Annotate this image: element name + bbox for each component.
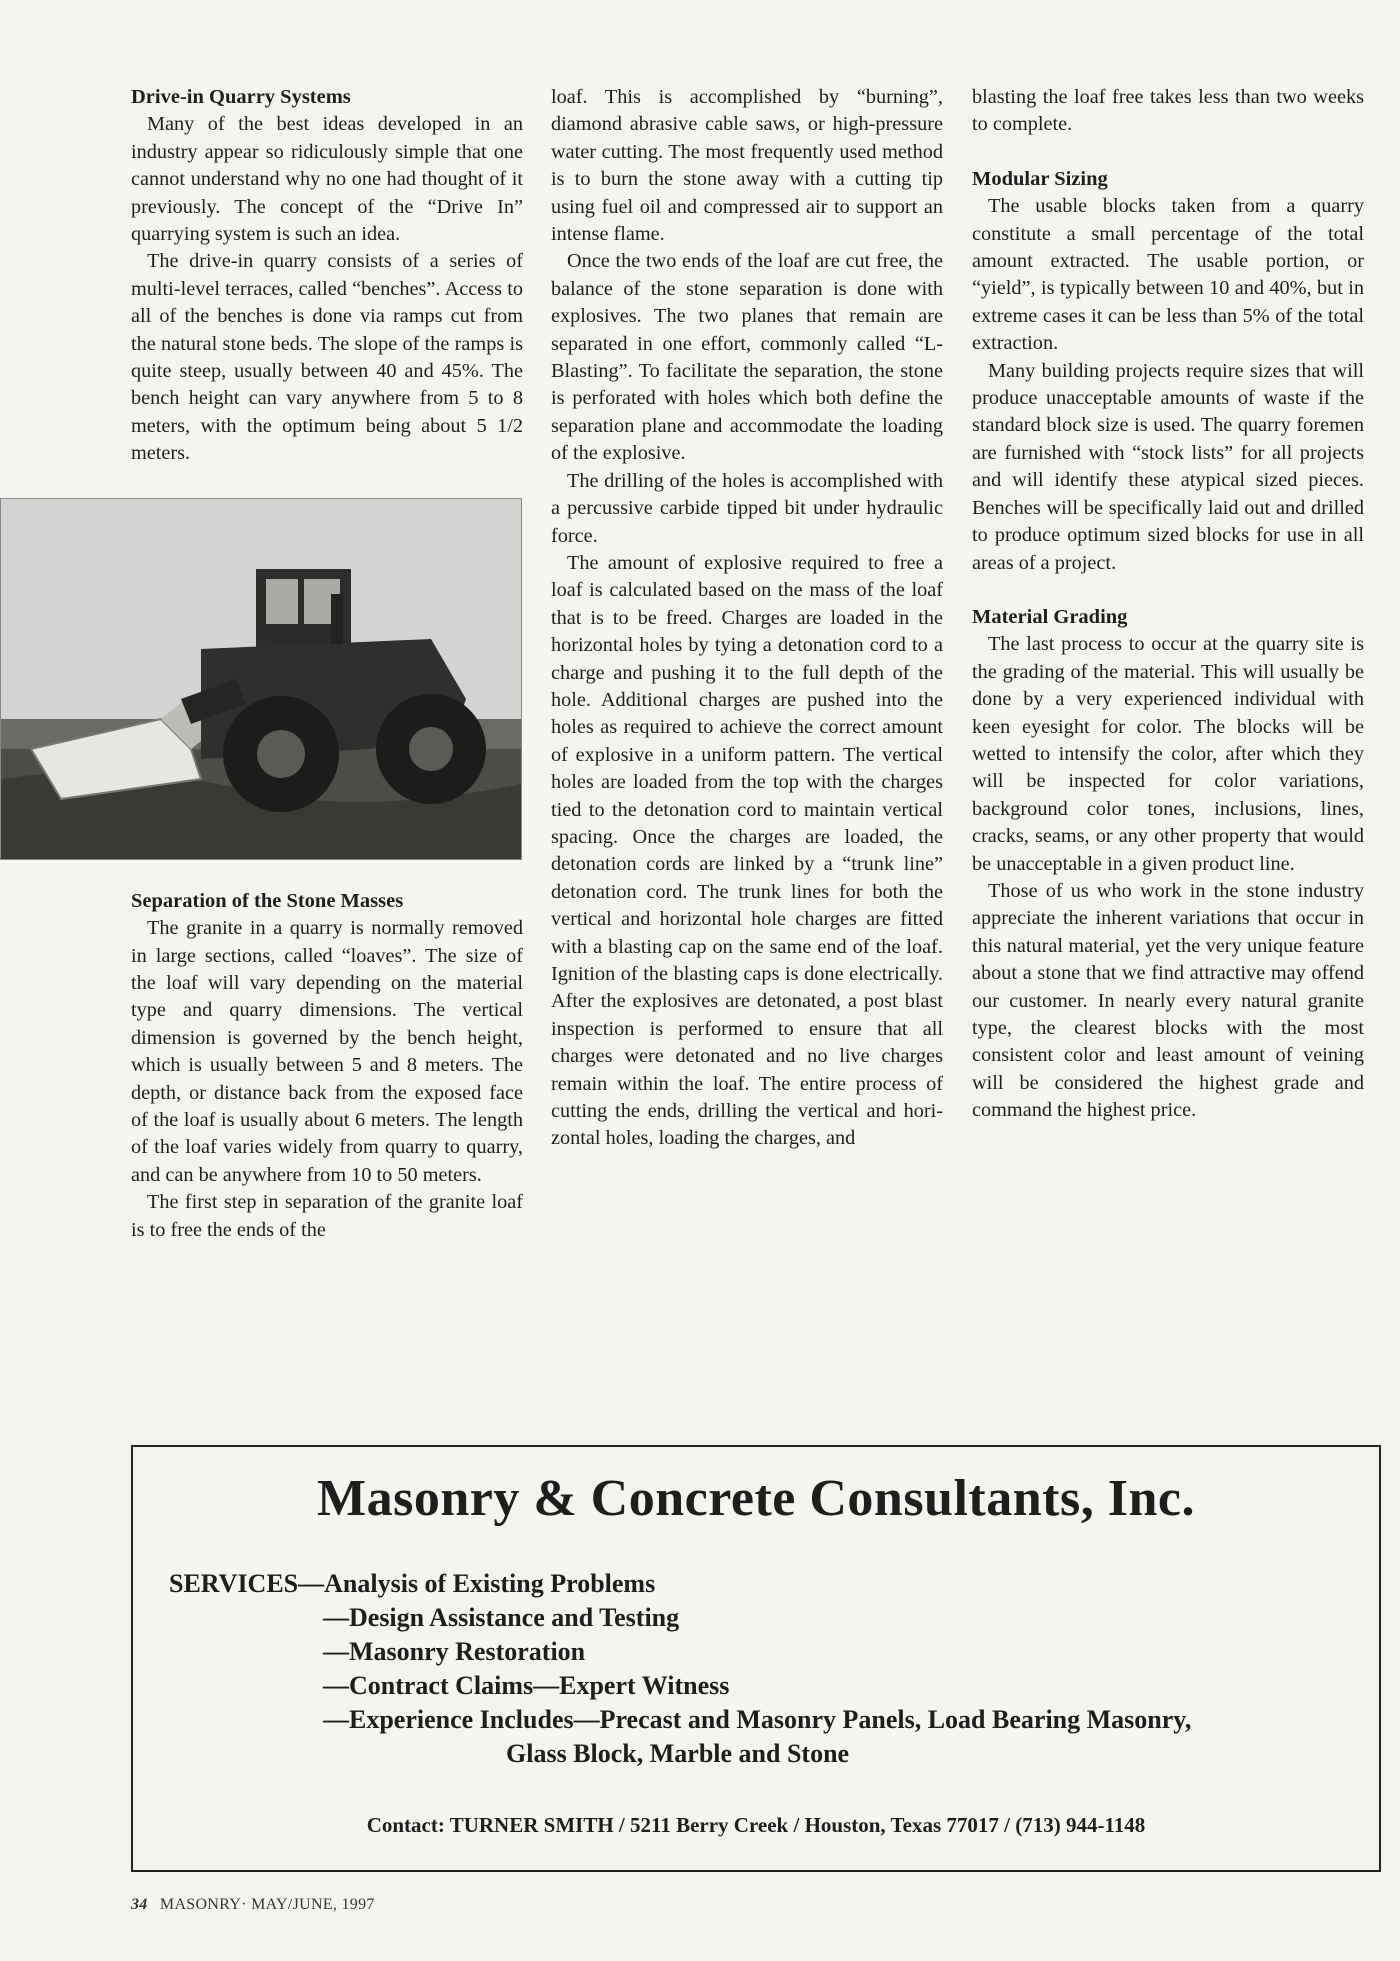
heading-material-grading: Material Grading — [972, 605, 1128, 628]
paragraph: Those of us who work in the stone industry appreciate the inherent variations that occur in this natural material, yet the very unique feature about a stone that we find attractive may offend our customer. In nearly every natural granite type, the clearest blocks with the most consistent color and least amount of veining will be considered the highest grade and command the highest price. — [972, 879, 1364, 1122]
article-column-3 — [972, 84, 1364, 1125]
page-footer — [131, 1896, 375, 1914]
service-item: Glass Block, Marble and Stone — [506, 1739, 850, 1768]
spacer — [972, 139, 1364, 166]
ad-title: Masonry & Concrete Consultants, Inc. — [317, 1470, 1195, 1527]
page-number: 34 — [131, 1896, 148, 1913]
article-column-2 — [551, 84, 943, 1153]
service-item: —Masonry Restoration — [323, 1637, 586, 1666]
article-column-1 — [131, 84, 523, 1244]
paragraph: Once the two ends of the loaf are cut free, the balance of the stone separation is done with explosives. The two planes that remain are separated in one effort, commonly called “L-Blasting”. To facilitate the separation, the stone is perforated with holes which both define the separation plane and accommodate the loading of the explosive. — [551, 250, 943, 465]
loader-image — [1, 499, 521, 859]
paragraph: The drilling of the holes is accomplished with a percussive carbide tipped bit under hydraulic force. — [551, 469, 943, 547]
service-item: —Experience Includes—Precast and Masonry Panels, Load Bearing Masonry, — [323, 1705, 1192, 1734]
paragraph: blasting the loaf free takes less than two weeks to complete. — [972, 86, 1364, 136]
paragraph: The usable blocks taken from a quarry constitute a small percentage of the total amount extracted. The usable portion, or “yield”, is typically between 10 and 40%, but in extreme cases it can be less than 5% of the total extraction. — [972, 195, 1364, 355]
service-item: SERVICES—Analysis of Existing Problems — [169, 1569, 656, 1598]
paragraph: The granite in a quarry is normally removed in large sections, called “loaves”. The size of the loaf will vary depending on the material type and quarry dimensions. The vertical dimension is governed by the bench height, which is usually between 5 and 8 meters. The depth, or distance back from the exposed face of the loaf is usually about 6 meters. The length of the loaf varies widely from quarry to quarry, and can be anywhere from 10 to 50 meters. — [131, 917, 523, 1186]
service-item: —Design Assistance and Testing — [323, 1603, 680, 1632]
wheel-loader-photo — [0, 498, 522, 860]
heading-separation: Separation of the Stone Masses — [131, 889, 404, 912]
ad-contact-line: Contact: TURNER SMITH / 5211 Berry Creek / Houston, Texas 77017 / (713) 944-1148 — [366, 1813, 1146, 1837]
paragraph: The drive-in quarry consists of a series of multi-level terraces, called “benches”. Access to all of the benches is done via ramps cut from the natural stone beds. The slope of the ramps is quite steep, usually between 40 and 45%. The bench height can vary anywhere from 5 to 8 meters, with the optimum being about 5 1/2 meters. — [131, 250, 523, 465]
paragraph: loaf. This is accomplished by “burning”, diamond abrasive cable saws, or high-pressure water cutting. The most frequently used method is to burn the stone away with a cutting tip using fuel oil and compressed air to support an intense flame. — [551, 86, 943, 246]
paragraph: Many building projects require sizes that will produce unacceptable amounts of waste if the standard block size is used. The quarry foremen are furnished with “stock lists” for all projects and will identify these atypical sized pieces. Benches will be specifically laid out and drilled to produce optimum sized blocks for use in all areas of a project. — [972, 359, 1364, 574]
ad-services-list — [169, 1567, 1191, 1771]
service-item: —Contract Claims—Expert Witness — [323, 1671, 730, 1700]
paragraph: The amount of explosive required to free a loaf is calculated based on the mass of the loaf that is to be freed. Charges are loaded in the horizontal holes by tying a detonation cord to a charge and pushing it to the full depth of the hole. Additional charges are pushed into the holes as required to achieve the correct amount of explosive in a uniform pattern. The vertical holes are loaded from the top with the charges tied to the detonation cord to maintain vertical spacing. Once the charges are loaded, the detonation cords are linked by a “trunk line” detonation cord. The trunk lines for both the vertical and horizontal hole charges are fitted with a blasting cap on the same end of the loaf. Ignition of the blasting caps is done electrically. After the explosives are detonated, a post blast inspection is performed to ensure that all charges were detonated and no live charges remain within the loaf. The entire process of cutting the ends, drilling the vertical and horizontal holes, loading the charges, and — [551, 551, 943, 1150]
publication-name: MASONRY· MAY/JUNE, 1997 — [159, 1896, 375, 1913]
paragraph: The last process to occur at the quarry site is the grading of the material. This will usually be done by a very experienced individual with keen eyesight for color. The blocks will be wetted to intensify the color, after which they will be inspected for color variations, background color tones, inclusions, lines, cracks, seams, or any other property that would be unacceptable in a given product line. — [972, 633, 1364, 875]
paragraph: Many of the best ideas developed in an industry appear so ridiculously simple that one cannot understand why no one had thought of it previously. The concept of the “Drive In” quarrying system is such an idea. — [131, 113, 523, 246]
heading-drive-in-quarry: Drive-in Quarry Systems — [131, 86, 351, 108]
spacer — [972, 577, 1364, 604]
consultants-advertisement — [131, 1445, 1381, 1872]
paragraph: The first step in separation of the granite loaf is to free the ends of the — [131, 1191, 523, 1241]
heading-modular-sizing: Modular Sizing — [972, 167, 1108, 190]
